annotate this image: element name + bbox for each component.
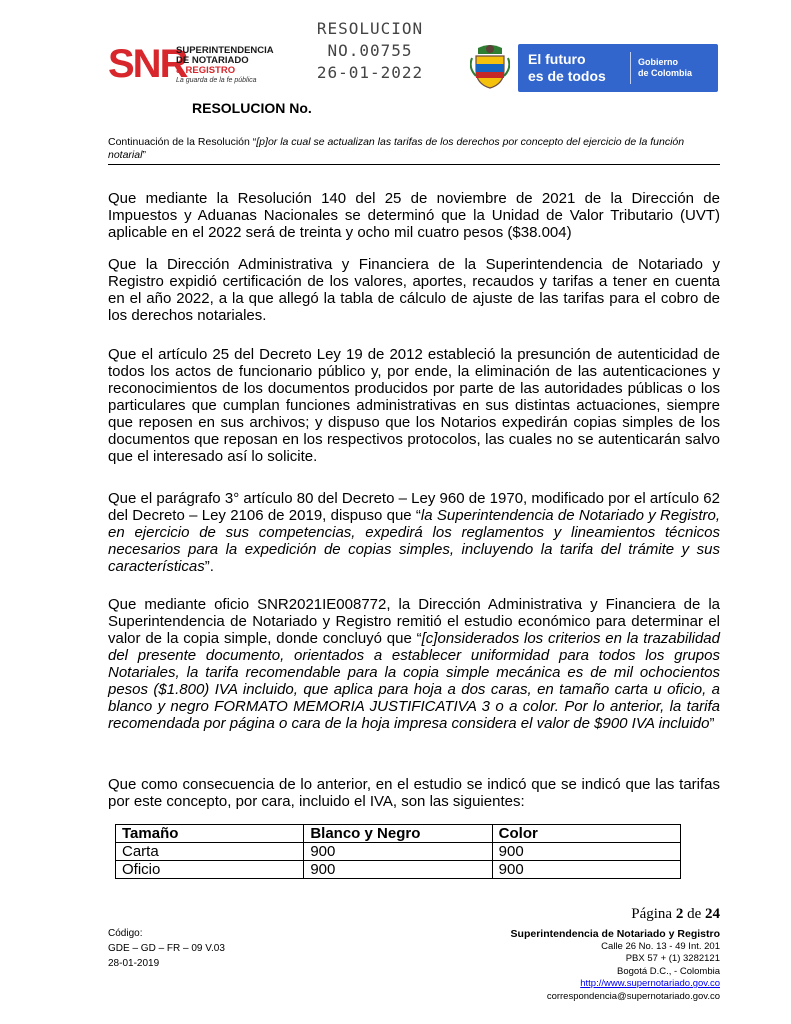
table-cell: Oficio <box>116 861 304 879</box>
page-total: 24 <box>705 906 720 922</box>
table-cell: 900 <box>492 861 680 879</box>
continuation-suffix: ” <box>142 149 146 161</box>
paragraph-decree-960-end: ”. <box>204 558 214 575</box>
page-mid: de <box>683 906 705 922</box>
table-header-row <box>116 825 681 843</box>
table-cell: 900 <box>304 861 492 879</box>
paragraph-decree-960-intro: Que el parágrafo 3° artículo 80 del Decreto – Ley 960 de 1970, modificado por el artículo 62 del Decreto – Ley 2106 de 2019, dispuso que “ <box>108 490 720 524</box>
website-link[interactable]: http://www.supernotariado.gov.co <box>580 978 720 989</box>
page-number <box>620 906 720 923</box>
gov-name-line1: Gobierno <box>638 57 678 67</box>
tariffs-table <box>115 824 681 879</box>
codigo-label: Código: <box>108 928 143 939</box>
entity-city: Bogotá D.C., - Colombia <box>617 965 720 977</box>
paragraph-certification: Que la Dirección Administrativa y Financiera de la Superintendencia de Notariado y Registro expidió certificación de los valores, aportes, recaudos y tarifas a tener en cuenta en el año 2022, a la que allegó la tabla de cálculo de ajuste de las tarifas para el cobro de los derechos notariales. <box>108 256 720 324</box>
entity-phone: PBX 57 + (1) 3282121 <box>625 953 720 964</box>
snr-logo-line3: & REGISTRO <box>176 65 236 76</box>
snr-logo-line2: DE NOTARIADO <box>176 55 249 66</box>
table-header-cell: Color <box>492 825 680 843</box>
snr-logo-text <box>176 46 274 76</box>
table-row <box>116 843 681 861</box>
snr-logo-line1: SUPERINTENDENCIA <box>176 45 274 56</box>
stamp-date: 26-01-2022 <box>316 63 424 82</box>
table-row <box>116 861 681 879</box>
colombia-coat-of-arms-icon <box>470 44 510 90</box>
continuation-quote: [p]or la cual se actualizan las tarifas de los derechos por concepto del ejercicio de la función notarial <box>108 136 685 161</box>
table-cell: Carta <box>116 843 304 861</box>
entity-address: Calle 26 No. 13 - 49 Int. 201 <box>601 940 720 952</box>
paragraph-consequence: Que como consecuencia de lo anterior, en el estudio se indicó que se indicó que las tarifas por este concepto, por cara, incluido el IVA, son las siguientes: <box>108 776 720 810</box>
paragraph-uvt: Que mediante la Resolución 140 del 25 de noviembre de 2021 de la Dirección de Impuestos y Aduanas Nacionales se determinó que la Unidad de Valor Tributario (UVT) aplicable en el 2022 será de treinta y ocho mil cuatro pesos ($38.004) <box>108 190 720 241</box>
paragraph-decree-19: Que el artículo 25 del Decreto Ley 19 de 2012 estableció la presunción de autenticidad de todos los actos de funcionario público y, por ende, la eliminación de las autenticaciones y reconocimientos de los documentos producidos por parte de las autoridades públicas o los particulares que cumplan funciones administrativas en sus distintas actuaciones, siempre que reposen en sus archivos; y dispuso que los Notarios expedirán copias simples de los documentos que reposan en los respectivos protocolos, las cuales no se autenticarán salvo que el interesado así lo solicite. <box>108 346 720 465</box>
codigo-value: GDE – GD – FR – 09 V.03 <box>108 943 225 954</box>
paragraph-oficio-quote: [c]onsiderados los criterios en la trazabilidad del presente documento, orientados a establecer uniformidad para todos los grupos Notariales, la tarifa recomendable para la copia simple mecánica es de mil ochocientos pesos ($1.800) IVA incluido, que aplica para hoja a dos caras, en tamaño carta u oficio, a blanco y negro FORMATO MEMORIA JUSTIFICATIVA 3 o a color. Por lo anterior, la tarifa recomendada por página o cara de la hoja impresa considera el valor de $900 IVA incluido <box>108 630 720 732</box>
paragraph-decree-960 <box>108 490 720 575</box>
gobierno-banner <box>518 44 718 92</box>
table-cell: 900 <box>492 843 680 861</box>
entity-name: Superintendencia de Notariado y Registro <box>510 928 720 940</box>
stamp-title: RESOLUCION <box>316 19 424 38</box>
table-header-cell: Blanco y Negro <box>304 825 492 843</box>
gov-name <box>638 57 692 79</box>
header-divider <box>108 164 720 165</box>
gov-slogan-line1: El futuro <box>528 51 586 67</box>
gov-slogan-line2: es de todos <box>528 68 606 84</box>
resolution-label: RESOLUCION No. <box>192 100 312 116</box>
resolution-stamp <box>300 18 440 84</box>
continuation-note <box>108 136 720 162</box>
page-prefix: Página <box>631 906 676 922</box>
entity-email: correspondencia@supernotariado.gov.co <box>546 990 720 1002</box>
paragraph-oficio-end: ” <box>709 715 715 732</box>
stamp-number: NO.00755 <box>327 41 413 60</box>
gov-slogan <box>528 51 606 85</box>
entity-contact <box>440 928 720 1003</box>
table-cell: 900 <box>304 843 492 861</box>
table-header-cell: Tamaño <box>116 825 304 843</box>
continuation-prefix: Continuación de la Resolución “ <box>108 136 257 148</box>
gov-divider <box>630 52 631 84</box>
codigo-date: 28-01-2019 <box>108 958 160 969</box>
snr-logo <box>108 42 274 104</box>
page-current: 2 <box>675 906 684 922</box>
gov-name-line2: de Colombia <box>638 68 693 78</box>
gobierno-logo <box>470 44 720 94</box>
document-code <box>108 926 225 971</box>
snr-logo-letters: SNR <box>108 42 187 86</box>
paragraph-decree-960-quote: la Superintendencia de Notariado y Registro, en ejercicio de sus competencias, expedirá los reglamentos y lineamientos técnicos necesarios para la expedición de copias simples, incluyendo la tarifa del trámite y sus características <box>108 507 721 575</box>
paragraph-oficio <box>108 596 720 732</box>
snr-logo-tagline: La guarda de la fe pública <box>176 77 257 84</box>
paragraph-oficio-intro: Que mediante oficio SNR2021IE008772, la Dirección Administrativa y Financiera de la Superintendencia de Notariado y Registro remitió el estudio económico para determinar el valor de la copia simple, donde concluyó que “ <box>108 596 720 647</box>
